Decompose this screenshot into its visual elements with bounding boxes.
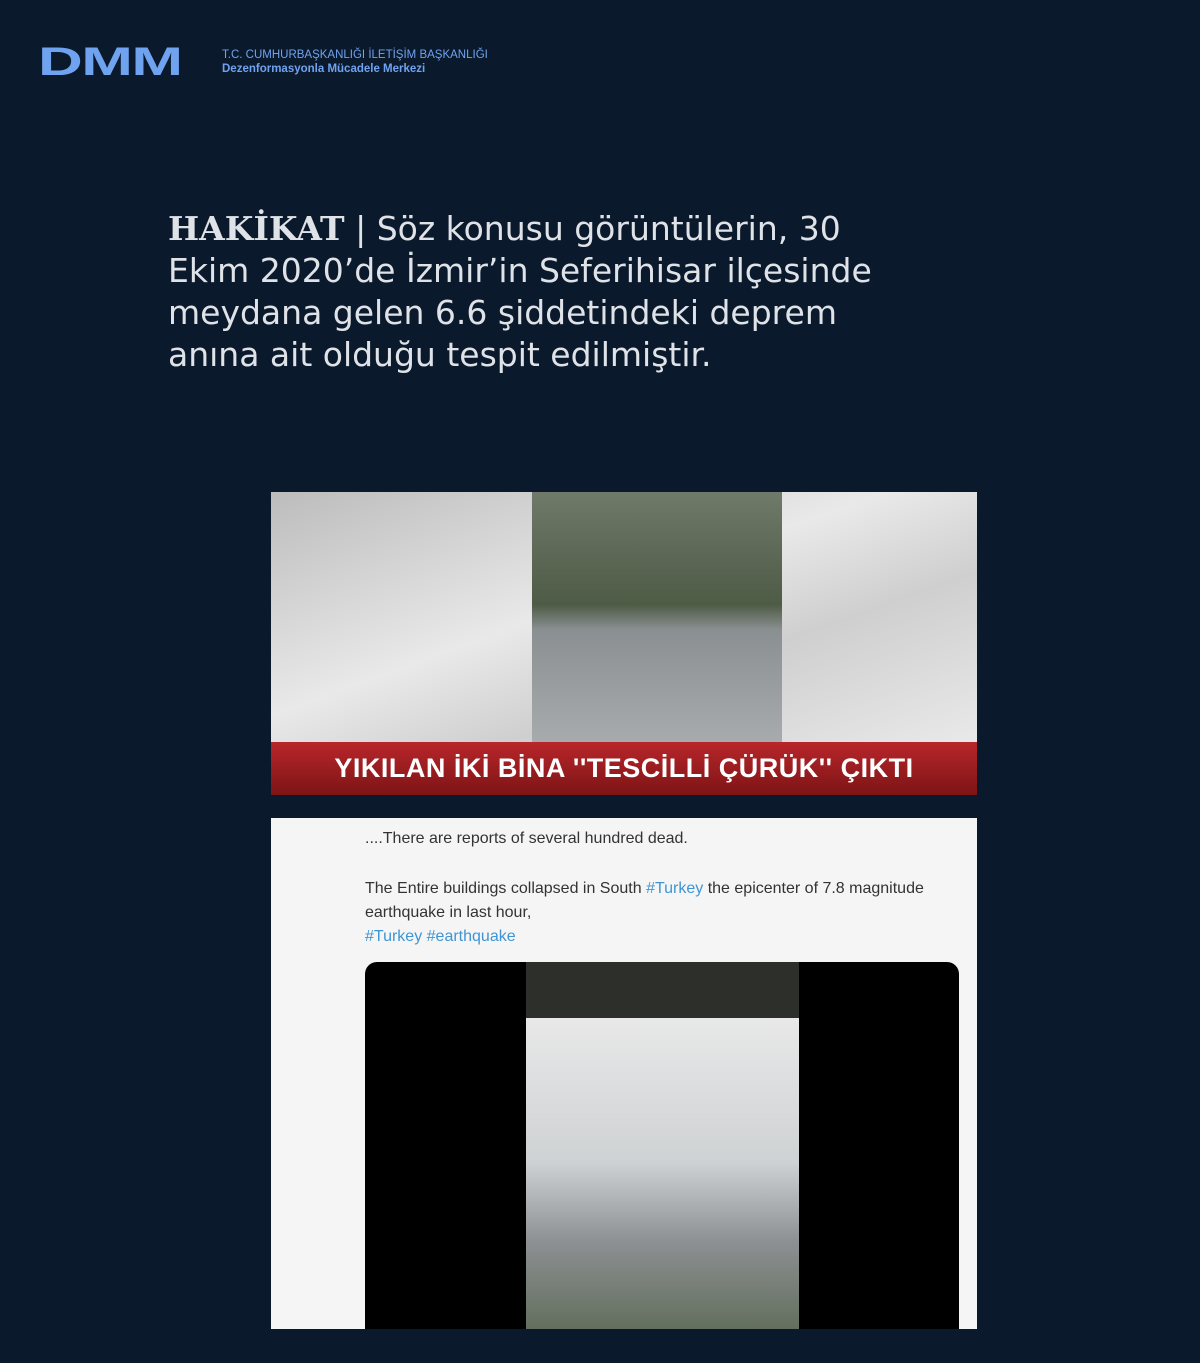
org-line2: Dezenformasyonla Mücadele Merkezi: [222, 63, 426, 75]
separator: |: [355, 209, 367, 248]
org-line1: T.C. CUMHURBAŞKANLIĞI İLETİŞİM BAŞKANLIĞI: [222, 49, 488, 61]
tweet-screenshot: [271, 818, 977, 1329]
tweet-body: [365, 877, 925, 949]
video-frame: [526, 962, 799, 1329]
tweet-text-a: The Entire buildings collapsed in South: [365, 880, 647, 897]
verdict-tag: HAKİKAT: [168, 209, 345, 248]
hashtag[interactable]: #Turkey: [365, 928, 423, 945]
news-video-frame: [532, 492, 782, 742]
tweet-line1: ....There are reports of several hundred dead.: [365, 830, 688, 847]
fact-check-statement: [168, 208, 908, 376]
statement-text: Söz konusu görüntülerin, 30 Ekim 2020’de İzmir’in Seferihisar ilçesinde meydana gelen 6.6 şiddetindeki deprem anına ait olduğu tespit edilmiştir.: [168, 209, 872, 374]
tweet-text-b: the epicenter of 7.8 magnitude earthquake in last hour,: [365, 880, 924, 921]
news-banner: YIKILAN İKİ BİNA ''TESCİLLİ ÇÜRÜK'' ÇIKTI: [271, 742, 977, 795]
news-screenshot: [271, 492, 977, 795]
hashtag[interactable]: #earthquake: [426, 928, 516, 945]
video-player[interactable]: [365, 962, 959, 1329]
hashtag[interactable]: #Turkey: [646, 880, 704, 897]
dmm-logo: [38, 40, 488, 84]
logo-mark: DMM: [38, 40, 182, 84]
